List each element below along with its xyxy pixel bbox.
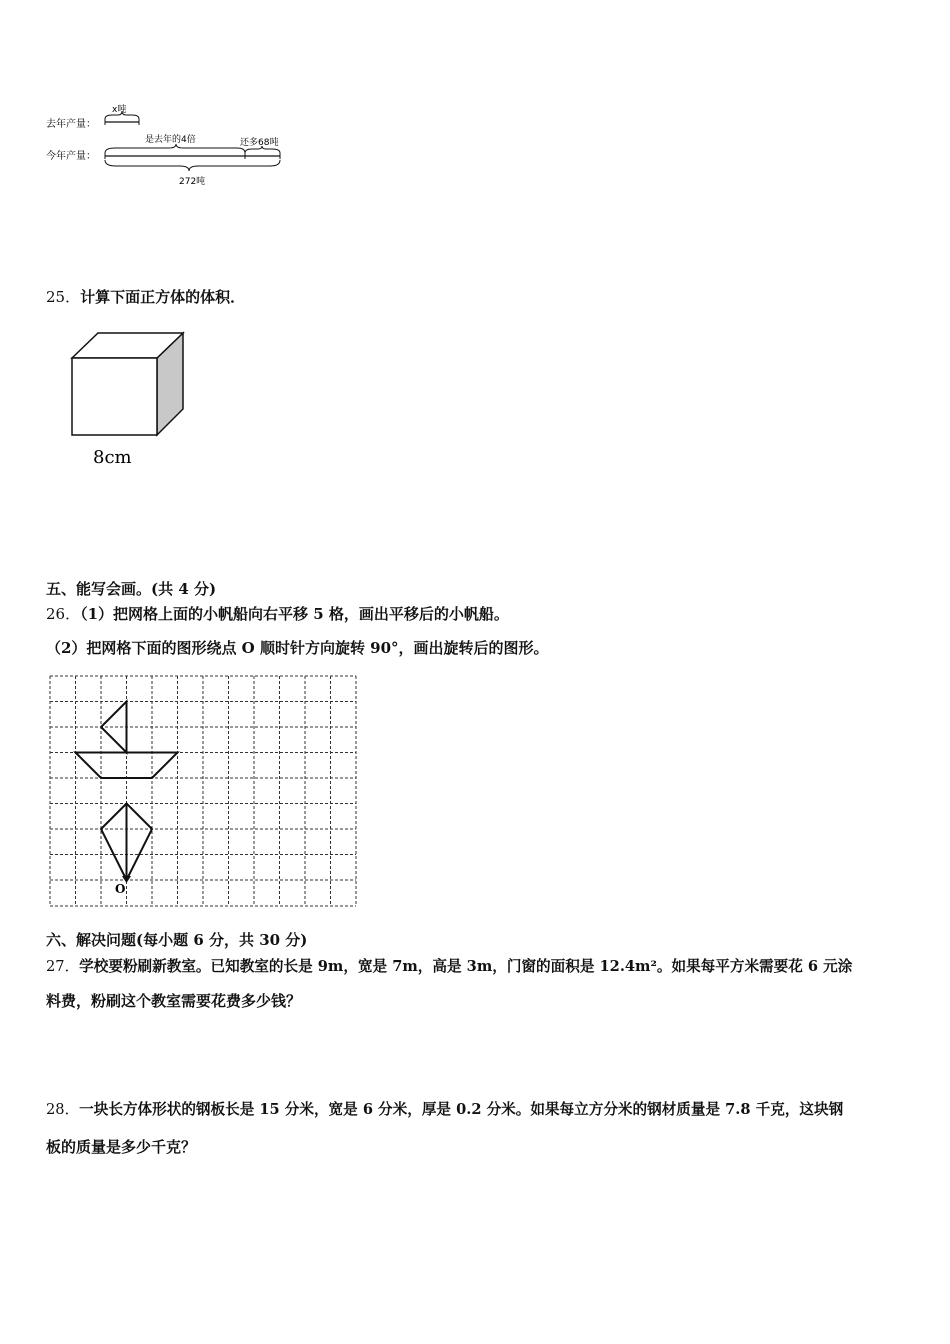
more-68-label: 还多68吨 bbox=[240, 138, 279, 148]
x-brace bbox=[105, 111, 139, 119]
cube-edge-label: 8cm bbox=[93, 447, 132, 468]
question-26-number: 26． bbox=[46, 605, 81, 623]
total-272-label: 272吨 bbox=[179, 177, 206, 187]
cube-figure bbox=[60, 325, 195, 475]
question-27-line-2: 料费，粉刷这个教室需要花费多少钱？ bbox=[46, 992, 302, 1010]
last-year-label: 去年产量： bbox=[46, 119, 96, 130]
kite-shape bbox=[101, 804, 152, 881]
question-25-number: 25． bbox=[46, 288, 81, 306]
four-times-label: 是去年的4倍 bbox=[145, 135, 196, 145]
question-28-text-1: 一块长方体形状的钢板长是 15 分米，宽是 6 分米，厚是 0.2 分米。如果每立方分米的钢材质量是 7.8 千克，这块钢 bbox=[79, 1101, 844, 1118]
total-brace bbox=[105, 160, 280, 171]
question-28-number: 28． bbox=[46, 1101, 80, 1118]
drawing-grid bbox=[48, 674, 362, 910]
section-5-title: 五、能写会画。(共 4 分) bbox=[46, 580, 217, 598]
point-o-label: O bbox=[115, 882, 126, 896]
question-27-line-1 bbox=[46, 955, 852, 976]
cube-front-face bbox=[72, 358, 157, 435]
question-27-number: 27． bbox=[46, 958, 80, 975]
question-28-line-1 bbox=[46, 1098, 843, 1119]
question-28-line-2: 板的质量是多少千克？ bbox=[46, 1138, 197, 1156]
question-26-part-2: （2）把网格下面的图形绕点 O 顺时针方向旋转 90°，画出旋转后的图形。 bbox=[46, 639, 549, 657]
question-25 bbox=[46, 286, 245, 307]
question-26-part-1 bbox=[46, 603, 509, 624]
section-6-title: 六、解决问题(每小题 6 分，共 30 分) bbox=[46, 931, 308, 949]
question-26-part-1-text: （1）把网格上面的小帆船向右平移 5 格，画出平移后的小帆船。 bbox=[80, 605, 509, 623]
four-times-brace bbox=[105, 144, 245, 153]
question-27-text-1: 学校要粉刷新教室。已知教室的长是 9m，宽是 7m，高是 3m，门窗的面积是 12.4m²。如果每平方米需要花 6 元涂 bbox=[79, 958, 853, 975]
x-ton-label: x吨 bbox=[112, 105, 127, 115]
this-year-label: 今年产量： bbox=[46, 151, 96, 162]
line-segment-diagram bbox=[40, 100, 300, 195]
question-25-text: 计算下面正方体的体积． bbox=[80, 288, 246, 306]
grid-lines bbox=[50, 676, 356, 906]
